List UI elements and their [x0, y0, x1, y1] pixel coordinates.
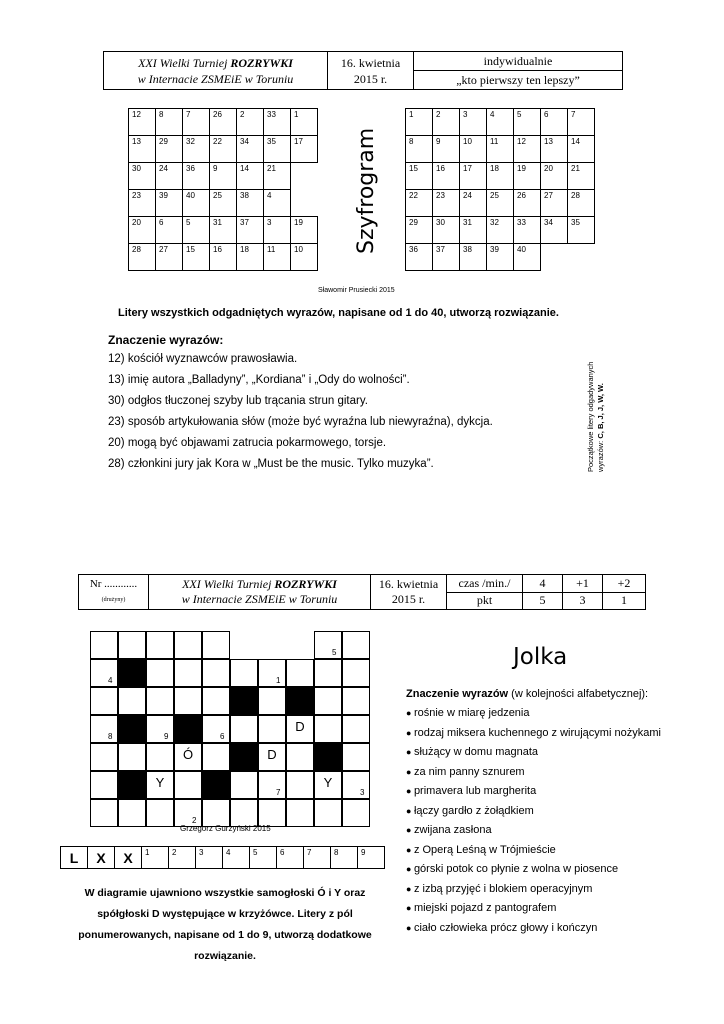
grid-cell[interactable]: 12: [129, 109, 156, 136]
grid-cell[interactable]: 9: [433, 136, 460, 163]
bottom-instruction: W diagramie ujawniono wszystkie samogłoski Ó i Y oraz spółgłoski D występujące w krzyżówce. Litery z pól ponumerowanych, napisane od 1 do 9, utworzą dodatkowe rozwiązanie.: [78, 887, 372, 962]
top-header: [103, 51, 623, 90]
grid-cell[interactable]: 7: [183, 109, 210, 136]
points-value-2: 3: [563, 592, 603, 610]
given-letter: Y: [323, 775, 333, 790]
grid-cell[interactable]: 14: [237, 163, 264, 190]
grid-cell[interactable]: 5: [183, 217, 210, 244]
grid-cell[interactable]: 25: [487, 190, 514, 217]
crossword-cell[interactable]: [342, 743, 370, 771]
grid-cell[interactable]: 40: [514, 244, 541, 271]
grid-cell[interactable]: 16: [433, 163, 460, 190]
answer-letter: X: [88, 847, 115, 869]
meaning-item: ● łączy gardło z żołądkiem: [406, 805, 716, 825]
grid-cell[interactable]: 18: [487, 163, 514, 190]
crossword-cell[interactable]: [174, 687, 202, 715]
grid-cell[interactable]: 16: [210, 244, 237, 271]
crossword-cell[interactable]: [258, 771, 286, 799]
crossword-cell[interactable]: [314, 659, 342, 687]
crossword-cell[interactable]: [230, 659, 258, 687]
grid-cell[interactable]: 19: [514, 163, 541, 190]
crossword-cell[interactable]: [314, 799, 342, 827]
grid-cell[interactable]: 19: [291, 217, 318, 244]
meaning-item: ● z Operą Leśną w Trójmieście: [406, 844, 716, 864]
grid-cell[interactable]: 28: [568, 190, 595, 217]
meaning-item: ● z izbą przyjęć i blokiem operacyjnym: [406, 883, 716, 903]
black-cell: [314, 743, 342, 771]
grid-cell[interactable]: 26: [514, 190, 541, 217]
time-value-3: +2: [603, 575, 646, 593]
grid-cell[interactable]: 22: [406, 190, 433, 217]
top-clue-list: [108, 353, 578, 479]
crossword-cell[interactable]: [118, 631, 146, 659]
crossword-cell[interactable]: [146, 743, 174, 771]
answer-cell[interactable]: 6: [277, 847, 304, 869]
crossword-cell[interactable]: [174, 799, 202, 827]
grid-cell[interactable]: 23: [129, 190, 156, 217]
crossword-cell[interactable]: [90, 771, 118, 799]
crossword-cell[interactable]: [202, 631, 230, 659]
side-note-line1: Początkowe litery odgadywanych: [586, 361, 595, 472]
grid-cell[interactable]: 33: [514, 217, 541, 244]
grid-cell[interactable]: 8: [156, 109, 183, 136]
grid-cell[interactable]: 17: [291, 136, 318, 163]
crossword-cell[interactable]: [258, 659, 286, 687]
grid-cell[interactable]: 34: [541, 217, 568, 244]
jolka-title: Jolka: [513, 644, 568, 670]
meaning-item: ● ciało człowieka prócz głowy i kończyn: [406, 922, 716, 942]
crossword-cell[interactable]: [342, 715, 370, 743]
grid-cell[interactable]: 26: [210, 109, 237, 136]
crossword-cell[interactable]: [146, 631, 174, 659]
black-cell: [286, 687, 314, 715]
grid-cell[interactable]: 20: [541, 163, 568, 190]
grid-cell[interactable]: 30: [433, 217, 460, 244]
grid-cell[interactable]: 37: [433, 244, 460, 271]
side-note-line2: wyrazów: C, B, J, J, W, W.: [596, 383, 605, 472]
bottom-header-date: 16. kwietnia 2015 r.: [371, 575, 447, 610]
grid-cell[interactable]: 10: [460, 136, 487, 163]
team-number: Nr ............ (drużyny): [79, 575, 149, 610]
answer-cell[interactable]: 3: [196, 847, 223, 869]
crossword-cell[interactable]: [90, 659, 118, 687]
grid-cell[interactable]: 21: [568, 163, 595, 190]
crossword-cell[interactable]: [174, 659, 202, 687]
black-cell: [118, 715, 146, 743]
cell-number: 4: [108, 676, 113, 685]
crossword-cell[interactable]: [174, 631, 202, 659]
meaning-item: ● primavera lub margherita: [406, 785, 716, 805]
given-letter: D: [267, 747, 277, 762]
answer-cell[interactable]: 7: [304, 847, 331, 869]
grid-cell[interactable]: 33: [264, 109, 291, 136]
grid-cell[interactable]: 3: [264, 217, 291, 244]
black-cell: [230, 743, 258, 771]
top-instruction: Litery wszystkich odgadniętych wyrazów, napisane od 1 do 40, utworzą rozwiązanie.: [118, 307, 559, 319]
grid-cell[interactable]: 13: [129, 136, 156, 163]
grid-cell[interactable]: 11: [487, 136, 514, 163]
crossword-cell[interactable]: [342, 659, 370, 687]
crossword-cell[interactable]: [342, 687, 370, 715]
grid-cell[interactable]: 36: [406, 244, 433, 271]
grid-gap: [541, 244, 568, 271]
cell-number: 3: [360, 788, 365, 797]
clue-item: 13) imię autora „Balladyny”, „Kordiana” i „Ody do wolności”.: [108, 374, 410, 386]
black-cell: [118, 659, 146, 687]
bottom-meaning-title: Znaczenie wyrazów (w kolejności alfabetycznej):: [406, 688, 649, 700]
grid-cell[interactable]: 1: [291, 109, 318, 136]
answer-letter: X: [115, 847, 142, 869]
crossword-cell[interactable]: [146, 659, 174, 687]
answer-cell[interactable]: 9: [358, 847, 385, 869]
grid-cell[interactable]: 24: [156, 163, 183, 190]
crossword-cell[interactable]: [202, 715, 230, 743]
crossword-cell[interactable]: [90, 687, 118, 715]
crossword-cell[interactable]: [286, 659, 314, 687]
crossword-cell[interactable]: [90, 799, 118, 827]
answer-cell[interactable]: 2: [169, 847, 196, 869]
meaning-item: ● miejski pojazd z pantografem: [406, 902, 716, 922]
cell-number: 1: [276, 676, 281, 685]
jolka-crossword: [90, 631, 370, 827]
grid-cell[interactable]: 37: [237, 217, 264, 244]
cell-number: 7: [276, 788, 281, 797]
grid-cell[interactable]: 21: [264, 163, 291, 190]
cell-number: 9: [164, 732, 169, 741]
grid-cell[interactable]: 27: [156, 244, 183, 271]
points-value-3: 1: [603, 592, 646, 610]
clue-item: 23) sposób artykułowania słów (może być wyraźna lub niewyraźna), dykcja.: [108, 416, 493, 428]
black-cell: [230, 687, 258, 715]
grid-cell[interactable]: 34: [237, 136, 264, 163]
grid-cell[interactable]: 40: [183, 190, 210, 217]
grid-cell[interactable]: 32: [183, 136, 210, 163]
crossword-cell[interactable]: [90, 631, 118, 659]
grid-gap: [291, 163, 318, 190]
grid-cell[interactable]: 35: [568, 217, 595, 244]
crossword-cell[interactable]: [118, 687, 146, 715]
grid-cell[interactable]: 27: [541, 190, 568, 217]
bottom-header: [78, 574, 646, 610]
grid-cell[interactable]: 15: [406, 163, 433, 190]
time-label: czas /min./: [447, 575, 523, 593]
crossword-cell[interactable]: [258, 799, 286, 827]
grid-cell[interactable]: 2: [237, 109, 264, 136]
crossword-cell[interactable]: [342, 771, 370, 799]
top-meaning: [108, 333, 578, 479]
grid-cell[interactable]: 13: [541, 136, 568, 163]
clue-item: 20) mogą być objawami zatrucia pokarmowego, torsje.: [108, 437, 387, 449]
top-header-title: XXI Wielki Turniej ROZRYWKI w Internacie ZSMEiE w Toruniu: [104, 52, 328, 90]
meaning-item: ● zwijana zasłona: [406, 824, 716, 844]
points-label: pkt: [447, 592, 523, 610]
crossword-cell[interactable]: [90, 715, 118, 743]
grid-cell[interactable]: 18: [237, 244, 264, 271]
crossword-cell[interactable]: [146, 687, 174, 715]
grid-cell[interactable]: 15: [183, 244, 210, 271]
crossword-cell[interactable]: [314, 715, 342, 743]
grid-cell[interactable]: 17: [460, 163, 487, 190]
crossword-cell[interactable]: [314, 687, 342, 715]
crossword-cell[interactable]: [258, 687, 286, 715]
crossword-cell[interactable]: [258, 715, 286, 743]
grid-cell[interactable]: 29: [156, 136, 183, 163]
time-value-2: +1: [563, 575, 603, 593]
meaning-item: ● za nim panny sznurem: [406, 766, 716, 786]
answer-cell[interactable]: 5: [250, 847, 277, 869]
top-header-rule: „kto pierwszy ten lepszy”: [414, 71, 623, 90]
grid-cell[interactable]: 25: [210, 190, 237, 217]
grid-cell[interactable]: 38: [460, 244, 487, 271]
grid-cell[interactable]: 11: [264, 244, 291, 271]
grid-cell[interactable]: 6: [541, 109, 568, 136]
crossword-cell[interactable]: [90, 743, 118, 771]
grid-cell[interactable]: 4: [487, 109, 514, 136]
given-letter: Y: [155, 775, 165, 790]
grid-cell[interactable]: 5: [514, 109, 541, 136]
vertical-title: Szyfrogram: [354, 127, 379, 254]
clue-item: 28) członkini jury jak Kora w „Must be the music. Tylko muzyka”.: [108, 458, 434, 470]
crossword-cell[interactable]: [314, 631, 342, 659]
grid-gap: [568, 244, 595, 271]
meaning-item: ● górski potok co płynie z wolna w piosence: [406, 863, 716, 883]
grid-cell[interactable]: 10: [291, 244, 318, 271]
grid-cell[interactable]: 3: [460, 109, 487, 136]
grid-cell[interactable]: 38: [237, 190, 264, 217]
grid-cell[interactable]: 30: [129, 163, 156, 190]
clue-item: 12) kościół wyznawców prawosławia.: [108, 353, 298, 365]
bottom-meaning-list: [406, 707, 716, 941]
black-cell: [202, 771, 230, 799]
crossword-cell[interactable]: [202, 659, 230, 687]
cell-number: 2: [192, 816, 197, 825]
grid-cell[interactable]: 35: [264, 136, 291, 163]
given-letter: D: [295, 719, 305, 734]
time-value-1: 4: [523, 575, 563, 593]
grid-gap: [291, 190, 318, 217]
bottom-meaning: [406, 688, 716, 941]
crossword-cell[interactable]: [146, 715, 174, 743]
crossword-cell[interactable]: [286, 771, 314, 799]
grid-cell[interactable]: 4: [264, 190, 291, 217]
given-letter: Ó: [182, 747, 194, 762]
crossword-cell[interactable]: [146, 799, 174, 827]
crossword-cell[interactable]: [230, 799, 258, 827]
szyfrogram-right-grid: [405, 108, 595, 271]
answer-cell[interactable]: 8: [331, 847, 358, 869]
grid-cell[interactable]: 1: [406, 109, 433, 136]
crossword-cell[interactable]: [286, 743, 314, 771]
grid-cell[interactable]: 9: [210, 163, 237, 190]
grid-cell[interactable]: 29: [406, 217, 433, 244]
grid-cell[interactable]: 22: [210, 136, 237, 163]
grid-cell[interactable]: 39: [487, 244, 514, 271]
meaning-item: ● służący w domu magnata: [406, 746, 716, 766]
grid-cell[interactable]: 28: [129, 244, 156, 271]
crossword-cell[interactable]: [286, 799, 314, 827]
points-value-1: 5: [523, 592, 563, 610]
top-header-mode: indywidualnie: [414, 52, 623, 71]
crossword-cell[interactable]: [202, 799, 230, 827]
crossword-cell[interactable]: [342, 631, 370, 659]
grid-cell[interactable]: 12: [514, 136, 541, 163]
black-cell: [118, 771, 146, 799]
grid-cell[interactable]: 8: [406, 136, 433, 163]
crossword-cell[interactable]: [118, 799, 146, 827]
crossword-cell[interactable]: [342, 799, 370, 827]
answer-cell[interactable]: 1: [142, 847, 169, 869]
cell-number: 5: [332, 648, 337, 657]
bottom-header-title: XXI Wielki Turniej ROZRYWKI w Internacie ZSMEiE w Toruniu: [149, 575, 371, 610]
grid-cell[interactable]: 39: [156, 190, 183, 217]
grid-cell[interactable]: 36: [183, 163, 210, 190]
clue-item: 30) odgłos tłuczonej szyby lub trącania strun gitary.: [108, 395, 368, 407]
cell-number: 6: [220, 732, 225, 741]
top-header-date: 16. kwietnia 2015 r.: [328, 52, 414, 90]
grid-cell[interactable]: 23: [433, 190, 460, 217]
crossword-cell[interactable]: [174, 771, 202, 799]
answer-cell[interactable]: 4: [223, 847, 250, 869]
jolka-answer-row: [60, 846, 385, 869]
grid-cell[interactable]: 20: [129, 217, 156, 244]
cell-number: 8: [108, 732, 113, 741]
meaning-item: ● rośnie w miarę jedzenia: [406, 707, 716, 727]
grid-cell[interactable]: 7: [568, 109, 595, 136]
vertical-title-box: [348, 127, 388, 260]
grid-cell[interactable]: 2: [433, 109, 460, 136]
top-author: Sławomir Prusiecki 2015: [318, 287, 395, 294]
answer-letter: L: [61, 847, 88, 869]
bottom-author: Grzegorz Gurzyński 2015: [180, 824, 271, 833]
grid-cell[interactable]: 31: [460, 217, 487, 244]
grid-cell[interactable]: 6: [156, 217, 183, 244]
crossword-cell[interactable]: [118, 743, 146, 771]
grid-cell[interactable]: 14: [568, 136, 595, 163]
grid-cell[interactable]: 24: [460, 190, 487, 217]
crossword-cell[interactable]: [230, 771, 258, 799]
crossword-cell[interactable]: [202, 743, 230, 771]
top-meaning-title: Znaczenie wyrazów:: [108, 333, 224, 347]
grid-cell[interactable]: 32: [487, 217, 514, 244]
black-cell: [174, 715, 202, 743]
szyfrogram-left-grid: [128, 108, 318, 271]
crossword-cell[interactable]: [230, 715, 258, 743]
meaning-item: ● rodzaj miksera kuchennego z wirującymi nożykami: [406, 727, 716, 747]
grid-cell[interactable]: 31: [210, 217, 237, 244]
crossword-cell[interactable]: [202, 687, 230, 715]
